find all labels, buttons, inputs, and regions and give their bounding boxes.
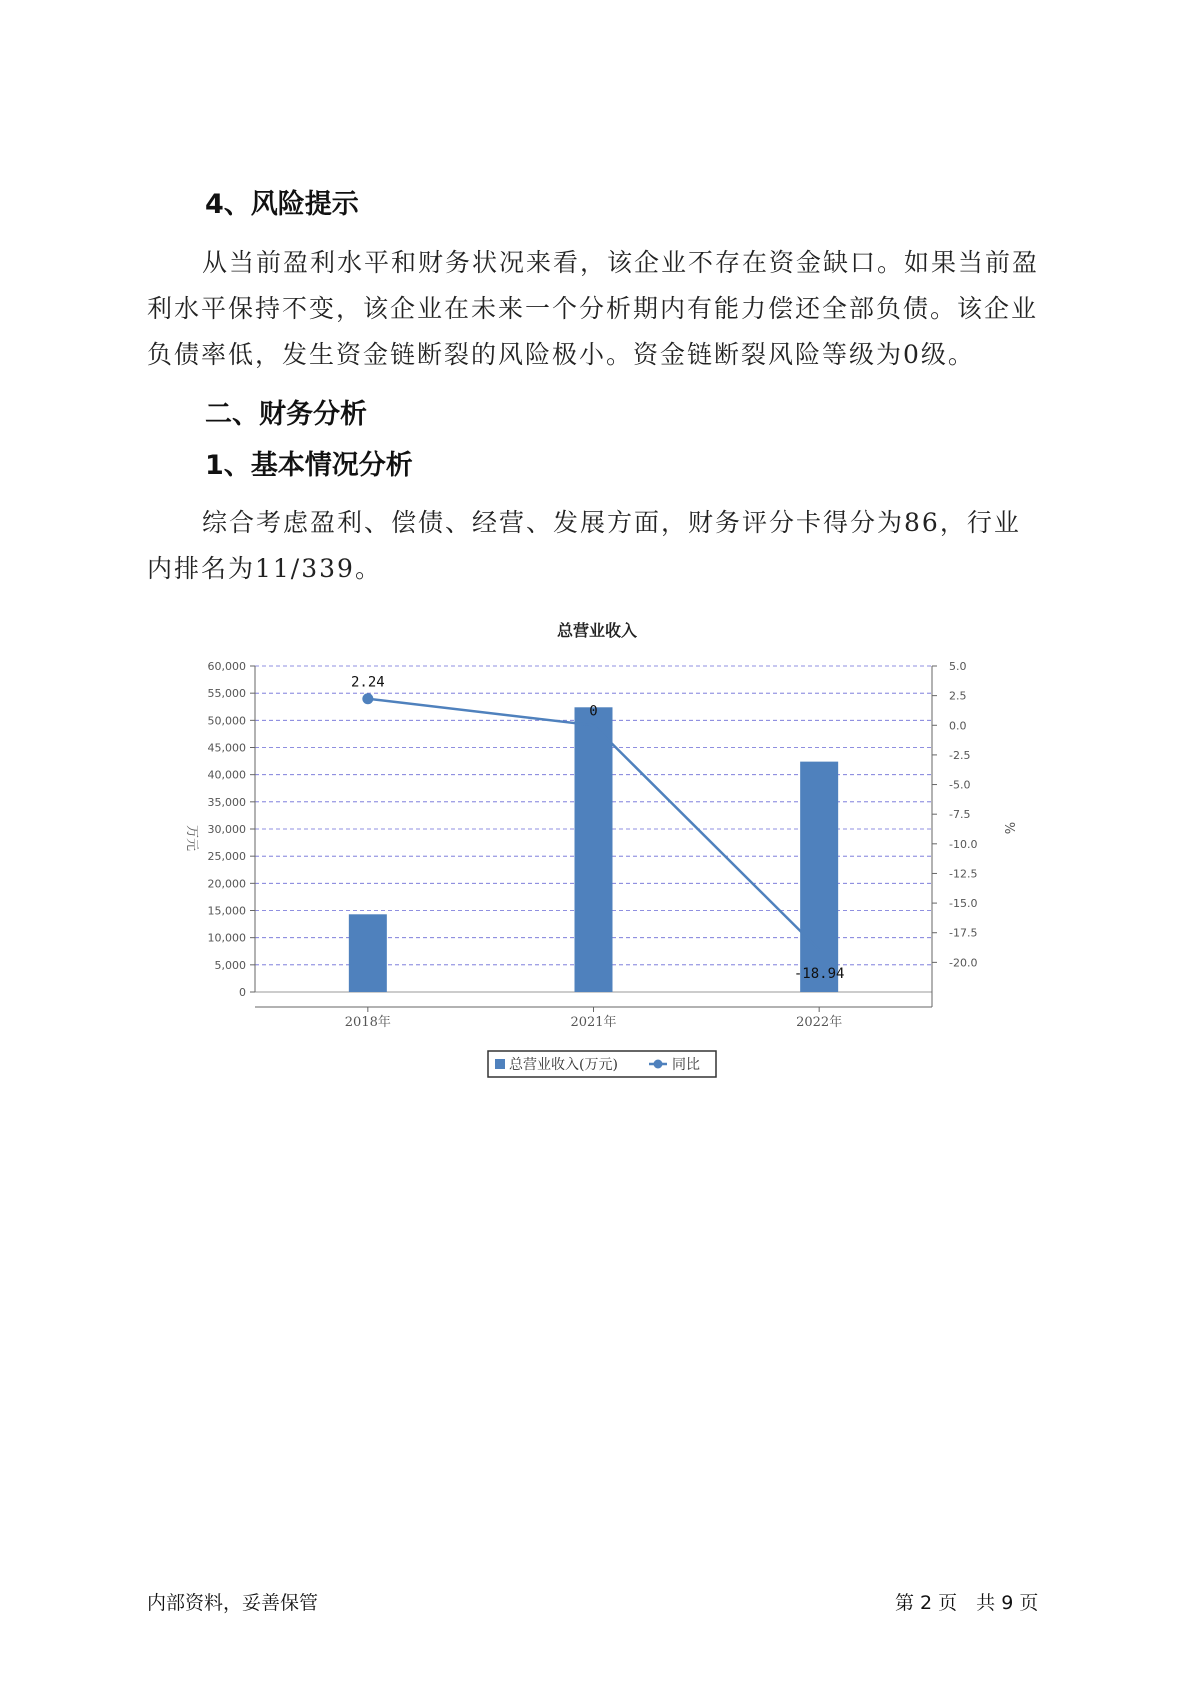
y2-tick-label: -15.0	[949, 897, 978, 911]
y2-tick-label: -12.5	[949, 867, 978, 881]
x-axis-ticks	[255, 1007, 932, 1030]
footer-confidential: 内部资料，妥善保管	[147, 1592, 319, 1614]
y2-tick-label: 0.0	[949, 719, 967, 733]
y2-tick-label: -7.5	[949, 808, 971, 822]
y-axis-ticks	[208, 660, 256, 999]
risk-heading: 4、风险提示	[205, 189, 359, 220]
x-tick-label: 2018年	[344, 1015, 391, 1030]
y-tick-label: 40,000	[207, 768, 246, 782]
chart-legend	[488, 1051, 716, 1077]
legend-line-label: 同比	[672, 1057, 700, 1073]
y2-tick-label: -5.0	[949, 778, 971, 792]
y-axis-label: 万元	[184, 824, 199, 852]
y-tick-label: 30,000	[207, 823, 246, 836]
y2-axis-label: %	[1001, 821, 1016, 835]
yoy-data-label: 2.24	[350, 674, 385, 691]
y2-tick-label: 2.5	[949, 689, 967, 703]
y2-tick-label: 5.0	[949, 660, 967, 673]
y-tick-label: 55,000	[207, 687, 246, 701]
yoy-point	[362, 693, 373, 704]
y-tick-label: 35,000	[207, 795, 246, 809]
bar-series	[349, 707, 838, 992]
y2-tick-label: -20.0	[949, 956, 978, 970]
y2-tick-label: -2.5	[949, 748, 971, 762]
chart-title: 总营业收入	[556, 621, 638, 640]
legend-bar-swatch	[495, 1059, 505, 1069]
yoy-data-label: -18.94	[793, 965, 845, 982]
y-tick-label: 60,000	[207, 660, 246, 673]
y-tick-label: 50,000	[207, 714, 246, 728]
yoy-data-label: 0	[589, 703, 598, 720]
x-tick-label: 2021年	[570, 1015, 617, 1030]
finance-heading: 二、财务分析	[205, 399, 367, 430]
basic-paragraph: 综合考虑盈利、偿债、经营、发展方面，财务评分卡得分为86，行业内排名为11/339。	[147, 508, 1021, 583]
y-tick-label: 15,000	[207, 904, 246, 918]
revenue-bar	[800, 762, 838, 992]
y-tick-label: 45,000	[207, 741, 246, 755]
y-tick-label: 20,000	[207, 877, 246, 891]
y2-tick-label: -10.0	[949, 837, 978, 851]
y2-axis-ticks	[932, 660, 977, 1007]
revenue-bar	[349, 914, 387, 992]
x-tick-label: 2022年	[796, 1015, 843, 1030]
risk-paragraph: 从当前盈利水平和财务状况来看，该企业不存在资金缺口。如果当前盈利水平保持不变，该企业在未来一个分析期内有能力偿还全部负债。该企业负债率低，发生资金链断裂的风险极小。资金链断裂风险等级为0级。	[147, 248, 1040, 369]
y-tick-label: 5,000	[214, 958, 246, 972]
footer-page-number: 第 2 页 共 9 页	[895, 1592, 1039, 1614]
legend-line-marker	[654, 1060, 663, 1069]
legend-bar-label: 总营业收入(万元)	[509, 1057, 618, 1073]
y-tick-label: 10,000	[207, 931, 246, 945]
y2-tick-label: -17.5	[949, 926, 978, 940]
y-tick-label: 0	[239, 986, 246, 999]
revenue-bar	[575, 707, 613, 992]
basic-heading: 1、基本情况分析	[205, 450, 413, 481]
revenue-chart	[170, 610, 1050, 1080]
y-tick-label: 25,000	[207, 850, 246, 864]
